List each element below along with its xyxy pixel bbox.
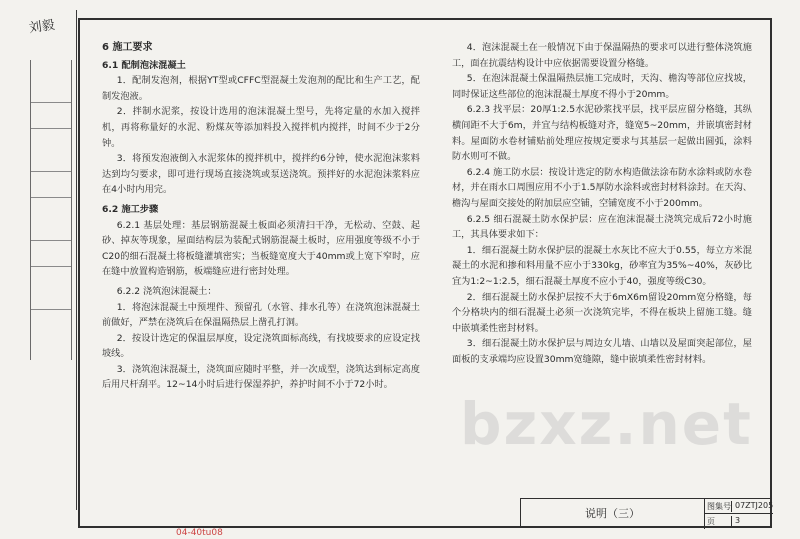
right-column bbox=[452, 40, 752, 367]
paragraph: 6.2.5 细石混凝土防水保护层：应在泡沫混凝土浇筑完成后72小时施工，其具体要求如下： bbox=[452, 213, 752, 241]
paragraph: 2．按设计选定的保温层厚度，设定浇筑面标高线，有找坡要求的应设定找坡线。 bbox=[102, 332, 420, 360]
paragraph: 3．将预发泡液倒入水泥浆体的搅拌机中，搅拌约6分钟，使水泥泡沫浆料达到均匀要求，即可进行现场直接浇筑或泵送浇筑。预拌好的水泥泡沫浆料应在4小时内用完。 bbox=[102, 153, 420, 196]
drawing-frame bbox=[78, 18, 772, 528]
paragraph: 1．细石混凝土防水保护层的混凝土水灰比不应大于0.55，每立方米混凝土的水泥和掺和料用量不应小于330kg，砂率宜为35%~40%，灰砂比宜为1:2~1:2.5，细石混凝土厚度不应小于40，强度等级C30。 bbox=[452, 244, 752, 287]
binding-cell bbox=[31, 267, 71, 310]
paragraph: 1．将泡沫混凝土中预埋件、预留孔（水管、排水孔等）在浇筑泡沫混凝土前做好，严禁在浇筑后在保温隔热层上凿孔打洞。 bbox=[102, 301, 420, 329]
paragraph: 5．在泡沫混凝土保温隔热层施工完成时，天沟、檐沟等部位应找坡，同时保证这些部位的泡沫混凝土厚度不得小于20mm。 bbox=[452, 73, 752, 100]
binding-grid bbox=[30, 60, 72, 360]
atlas-value: 07ZTJ205 bbox=[731, 501, 773, 512]
paragraph: 2．细石混凝土防水保护层按不大于6mX6m留设20mm宽分格缝，每个分格块内的细石混凝土必须一次浇筑完毕，不得在板块上留施工缝。缝中嵌填柔性密封材料。 bbox=[452, 291, 752, 334]
bottom-stamp-text: 04-40tu08 bbox=[176, 528, 223, 538]
binding-cell bbox=[31, 172, 71, 198]
paragraph: 6.1 配制泡沫混凝土 bbox=[102, 59, 186, 71]
watermark: bzxz.net bbox=[460, 390, 753, 458]
left-column bbox=[102, 40, 420, 393]
paragraph: 4．泡沫混凝土在一般情况下由于保温隔热的要求可以进行整体浇筑施工，面在抗震结构设计中应依据需要设置分格缝。 bbox=[452, 42, 752, 69]
paragraph: 6.2.4 施工防水层：按设计选定的防水构造做法涂布防水涂料或防水卷材，并在雨水口周围应用不小于1.5厚防水涂料或密封材料涂封。在天沟、檐沟与屋面交接处的附加层应空铺，空铺宽度不小于200mm。 bbox=[452, 166, 752, 209]
binding-cell bbox=[31, 60, 71, 103]
atlas-row bbox=[705, 499, 773, 514]
paragraph: 1．配制发泡剂，根据YT型或CFFC型混凝土发泡剂的配比和生产工艺，配制发泡液。 bbox=[102, 75, 420, 102]
paragraph: 6 施工要求 bbox=[102, 42, 153, 53]
page-row bbox=[705, 514, 773, 529]
paragraph: 6.2.2 浇筑泡沫混凝土： bbox=[116, 285, 217, 297]
page-value: 3 bbox=[731, 516, 740, 527]
paragraph: 3．细石混凝土防水保护层与周边女儿墙、山墙以及屋面突起部位，屋面板的支承端均应设置30mm宽缝隙，缝中嵌填柔性密封材料。 bbox=[452, 338, 752, 365]
page-label: 页 bbox=[707, 517, 715, 526]
paragraph: 3．浇筑泡沫混凝土，浇筑面应随时平整，并一次成型，浇筑达到标定高度后用尺杆刮平。12~14小时后进行保湿养护，养护时间不小于72小时。 bbox=[102, 363, 420, 391]
paragraph: 6.2.1 基层处理：基层钢筋混凝土板面必须清扫干净，无松动、空鼓、起砂、掉灰等现象，屋面结构层为装配式钢筋混凝土板时，应用强度等级不小于C20的细石混凝土将板缝灌填密实；当板缝宽度大于40mm或上宽下窄时，应在缝中放置构造钢筋，板端缝应进行密封处理。 bbox=[102, 219, 420, 278]
handwritten-signature: 刘毅 bbox=[27, 17, 56, 37]
atlas-label: 图集号 bbox=[707, 502, 731, 511]
binding-cell bbox=[31, 129, 71, 172]
binding-cell bbox=[31, 198, 71, 241]
paragraph: 6.2 施工步骤 bbox=[102, 203, 159, 215]
title-block bbox=[520, 498, 772, 528]
paragraph: 2．拌制水泥浆，按设计选用的泡沫混凝土型号，先将定量的水加入搅拌机，再将称量好的水泥、粉煤灰等添加料投入搅拌机内搅拌，时间不少于2分钟。 bbox=[102, 106, 420, 149]
binding-cell bbox=[31, 103, 71, 129]
sheet-title: 说明（三） bbox=[521, 499, 705, 529]
binding-cell bbox=[31, 241, 71, 267]
paragraph: 6.2.3 找平层：20厚1:2.5水泥砂浆找平层，找平层应留分格缝，其纵横间距不大于6m，并宜与结构板缝对齐，缝宽5~20mm，并嵌填密封材料。屋面防水卷材铺贴前处理应按规定要求与其基层一起做出圆弧，涂料防水则可不做。 bbox=[452, 104, 752, 163]
